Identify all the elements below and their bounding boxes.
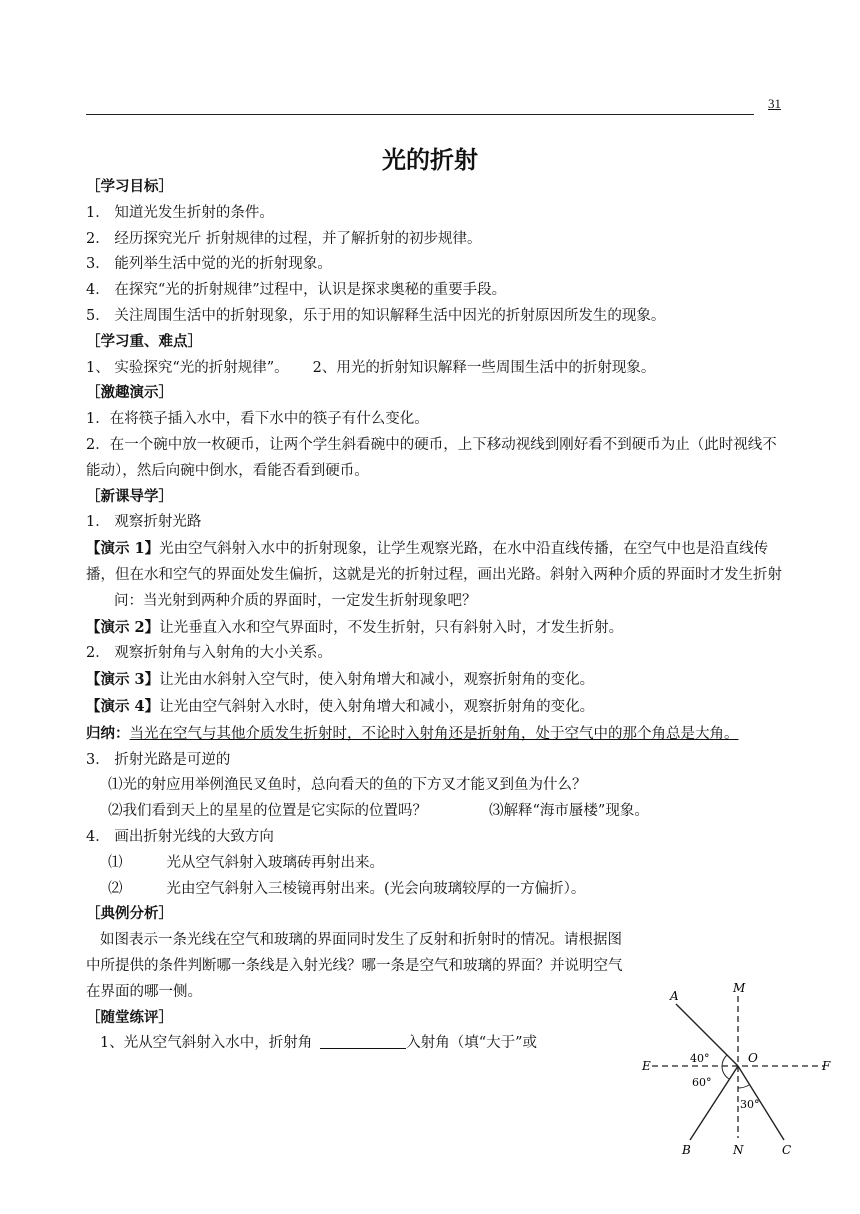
label-e: E <box>642 1059 651 1073</box>
step3-items-2-3 <box>86 799 786 825</box>
angle-arc-30 <box>738 1085 749 1088</box>
page-title: 光的折射 <box>382 146 478 174</box>
document-body <box>86 175 786 1057</box>
section-new-heading: ［新课导学］ <box>86 488 173 505</box>
lesson-step-3: 3． 折射光路是可逆的 <box>86 751 231 768</box>
section-demo-heading: ［激趣演示］ <box>86 385 173 402</box>
demo2-text: 让光垂直入水和空气界面时，不发生折射，只有斜射入时，才发生折射。 <box>159 619 624 636</box>
step4-item-2 <box>86 877 786 903</box>
label-angle-30: 30° <box>740 1098 760 1111</box>
goal-item: 3． 能列举生活中觉的光的折射现象。 <box>86 256 332 273</box>
lesson-step-4: 4． 画出折射光线的大致方向 <box>86 828 274 845</box>
goal-item: 1． 知道光发生折射的条件。 <box>86 204 274 221</box>
refraction-diagram <box>632 978 842 1158</box>
angle-arc-60 <box>722 1066 729 1079</box>
demo3-tag: 【演示 3】 <box>86 671 160 689</box>
demo4-text: 让光由空气斜射入水时，使入射角增大和减小，观察折射角的变化。 <box>159 698 595 715</box>
demo2-paragraph <box>86 615 786 642</box>
goal-item: 5． 关注周围生活中的折射现象，乐于用的知识解释生活中因光的折射原因所发生的现象。 <box>86 307 666 324</box>
label-angle-60: 60° <box>692 1076 712 1089</box>
demo-item: 1．在将筷子插入水中，看下水中的筷子有什么变化。 <box>86 411 429 428</box>
goal-item: 4． 在探究“光的折射规律”过程中，认识是探求奥秘的重要手段。 <box>86 282 507 299</box>
step4-item-2-text: 光由空气斜射入三棱镜再射出来。(光会向玻璃较厚的一方偏折）。 <box>166 880 586 897</box>
demo3-paragraph <box>86 667 786 694</box>
demo1-text: 光由空气斜射入水中的折射现象，让学生观察光路，在水中沿直线传播，在空气中也是沿直线传播，但在水和空气的界面处发生偏折，这就是光的折射过程，画出光路。斜射入两种介质的界面时才发生折射 <box>86 541 782 583</box>
step4-item-1-num: ⑴ <box>108 854 123 871</box>
summary-text: 当光在空气与其他介质发生折射时，不论时入射角还是折射角，处于空气中的那个角总是大角。 <box>129 725 739 742</box>
answer-blank <box>320 1034 406 1049</box>
header-rule <box>86 114 754 115</box>
demo-item: 2．在一个碗中放一枚硬币，让两个学生斜看碗中的硬币，上下移动视线到刚好看不到硬币为止（此时视线不能动），然后向碗中倒水，看能否看到硬币。 <box>86 436 777 479</box>
section-goals-heading: ［学习目标］ <box>86 179 173 195</box>
demo3-text: 让光由水斜射入空气时，使入射角增大和减小，观察折射角的变化。 <box>159 672 595 689</box>
demo4-tag: 【演示 4】 <box>86 697 160 715</box>
label-n: N <box>733 1143 744 1157</box>
step4-item-2-num: ⑵ <box>108 880 123 897</box>
key-points-line <box>86 356 786 382</box>
summary-paragraph <box>86 721 786 748</box>
section-example-heading: ［典例分析］ <box>86 906 173 923</box>
step4-item-1 <box>86 851 786 877</box>
label-m: M <box>733 981 746 995</box>
key-point-1: 1、 实验探究“光的折射规律”。 <box>86 359 289 376</box>
demo4-paragraph <box>86 694 786 721</box>
example-text: 如图表示一条光线在空气和玻璃的界面同时发生了反射和折射时的情况。请根据图中所提供的条件判断哪一条线是入射光线？哪一条是空气和玻璃的界面？并说明空气在界面的哪一侧。 <box>86 932 623 1000</box>
label-c: C <box>782 1143 792 1157</box>
label-angle-40: 40° <box>690 1052 710 1065</box>
key-point-2: 2、用光的折射知识解释一些周围生活中的折射现象。 <box>312 359 656 376</box>
label-f: F <box>822 1059 831 1073</box>
angle-arc-40 <box>722 1055 727 1066</box>
demo1-tag: 【演示 1】 <box>86 540 160 558</box>
demo2-tag: 【演示 2】 <box>86 618 160 636</box>
step3-item-2: ⑵我们看到天上的星星的位置是它实际的位置吗？ <box>108 803 427 820</box>
lesson-step-2: 2． 观察折射角与入射角的大小关系。 <box>86 645 332 662</box>
summary-tag: 归纳： <box>86 724 130 742</box>
goal-item: 2． 经历探究光斤 折射规律的过程，并了解折射的初步规律。 <box>86 230 482 247</box>
section-practice-heading: ［随堂练评］ <box>86 1009 173 1026</box>
practice-text-a: 1、光从空气斜射入水中，折射角 <box>100 1035 313 1052</box>
lesson-step-1: 1． 观察折射光路 <box>86 514 202 531</box>
label-b: B <box>682 1143 691 1157</box>
page-number: 31 <box>768 96 781 111</box>
step3-item-1: ⑴光的射应用举例渔民叉鱼时，总向看天的鱼的下方叉才能叉到鱼为什么？ <box>108 777 587 794</box>
step3-item-3: ⑶解释“海市蜃楼”现象。 <box>489 803 649 820</box>
demo1-paragraph <box>86 536 786 589</box>
step4-item-1-text: 光从空气斜射入玻璃砖再射出来。 <box>166 854 384 871</box>
section-key-heading: ［学习重、难点］ <box>86 333 202 350</box>
question-1: 问：当光射到两种介质的界面时，一定发生折射现象吧？ <box>114 592 477 609</box>
label-o: O <box>748 1051 758 1065</box>
label-a: A <box>670 989 679 1003</box>
practice-text-b: 入射角（填“大于”或 <box>406 1035 538 1052</box>
